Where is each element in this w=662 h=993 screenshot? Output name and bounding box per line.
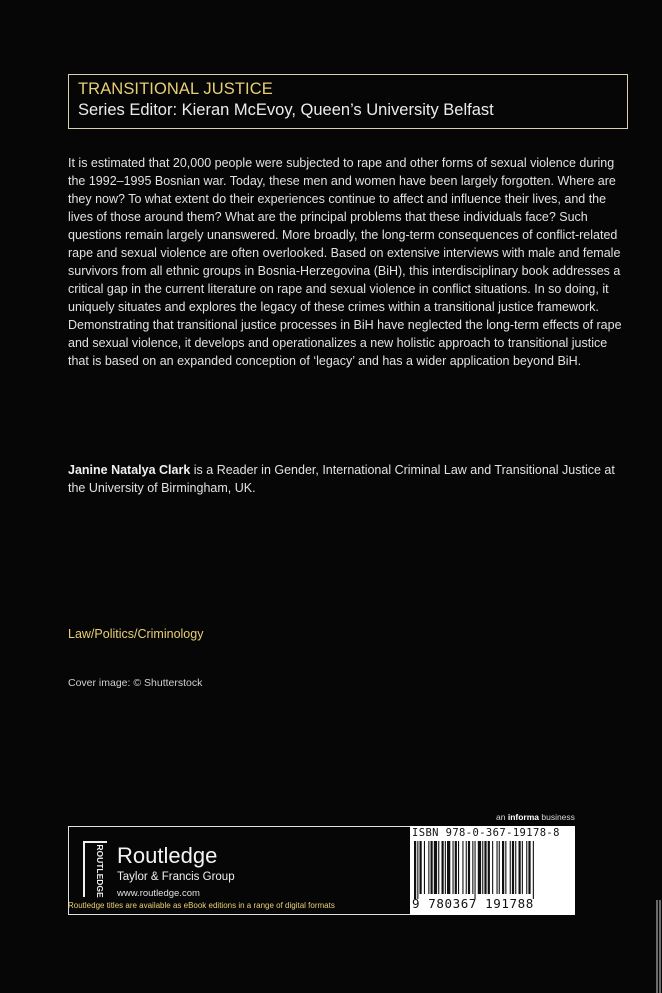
barcode-bar (472, 841, 473, 894)
barcode-bar (497, 841, 498, 894)
barcode-bar (522, 841, 523, 894)
barcode-bar (458, 841, 459, 894)
barcode-bar (482, 841, 483, 894)
barcode-bar (488, 841, 490, 894)
barcode-bar (510, 841, 511, 894)
logo-letters: ROUTLEDGE (95, 844, 105, 898)
series-title: TRANSITIONAL JUSTICE (78, 80, 273, 98)
barcode-bar (512, 841, 514, 894)
barcode-bar (492, 841, 493, 894)
barcode-bar (519, 841, 521, 894)
isbn-barcode (410, 826, 575, 915)
informa-suffix: business (539, 812, 575, 822)
author-name: Janine Natalya Clark (68, 463, 191, 477)
barcode-bar (431, 841, 433, 894)
barcode-bar (526, 841, 527, 894)
barcode-bar (502, 841, 504, 894)
barcode-bar (462, 841, 463, 894)
barcode-bar (442, 841, 444, 894)
barcode-bars (414, 841, 571, 899)
edge-marks (656, 900, 662, 993)
series-editor: Series Editor: Kieran McEvoy, Queen’s University Belfast (78, 101, 494, 119)
informa-business-tag (496, 812, 575, 822)
barcode-bar (533, 841, 534, 899)
series-box (68, 74, 628, 129)
informa-brand: informa (507, 812, 539, 822)
barcode-bar (475, 841, 476, 899)
publisher-name: Routledge (117, 843, 218, 868)
ebook-availability-note: Routledge titles are available as eBook editions in a range of digital formats (68, 901, 335, 910)
barcode-bar (434, 841, 437, 894)
barcode-digits: 9 780367 191788 (412, 896, 534, 911)
barcode-bar (414, 841, 416, 899)
routledge-logo-icon (77, 837, 111, 908)
barcode-bar (417, 841, 418, 899)
barcode-bar (478, 841, 481, 894)
barcode-bar (455, 841, 457, 894)
barcode-bar (505, 841, 506, 894)
barcode-bar (528, 841, 530, 894)
barcode-bar (424, 841, 425, 894)
barcode-bar (468, 841, 470, 894)
barcode-bar (420, 841, 422, 894)
isbn-label: ISBN 978-0-367-19178-8 (412, 827, 560, 839)
book-blurb: It is estimated that 20,000 people were subjected to rape and other forms of sexual violence during the 1992–1995 Bosnian war. Today, these men and women have been largely forgotten. Where are they now? To what extent do their experiences continue to affect and influence their lives, and the lives of those around them? What are the principal problems that these individuals face? Such questions remain largely unanswered. More broadly, the long-term consequences of conflict-related rape and sexual violence are often overlooked. Based on extensive interviews with male and female survivors from all ethnic groups in Bosnia-Herzegovina (BiH), this interdisciplinary book addresses a critical gap in the current literature on rape and sexual violence in conflict situations. In so doing, it uniquely situates and explores the legacy of these crimes within a transitional justice framework. Demonstrating that transitional justice processes in BiH have neglected the long-term effects of rape and sexual violence, it develops and operationalizes a new holistic approach to transitional justice that is based on an expanded conception of ‘legacy’ and has a wider application beyond BiH. (68, 156, 622, 368)
barcode-bar (445, 841, 446, 894)
barcode-bar (466, 841, 467, 894)
cover-image-credit: Cover image: © Shutterstock (68, 677, 203, 689)
barcode-bar (453, 841, 454, 894)
barcode-bar (484, 841, 486, 894)
barcode-bar (438, 841, 439, 894)
subject-category: Law/Politics/Criminology (68, 627, 204, 641)
barcode-bar (515, 841, 516, 894)
barcode-bar (499, 841, 500, 894)
author-bio-text: is a Reader in Gender, International Criminal Law and Transitional Justice at the University of Birmingham, UK. (68, 463, 615, 495)
author-bio (68, 461, 628, 497)
publisher-url: www.routledge.com (117, 888, 200, 899)
publisher-group: Taylor & Francis Group (117, 871, 235, 883)
informa-prefix: an (496, 812, 508, 822)
barcode-bar (447, 841, 450, 894)
barcode-bar (428, 841, 429, 894)
